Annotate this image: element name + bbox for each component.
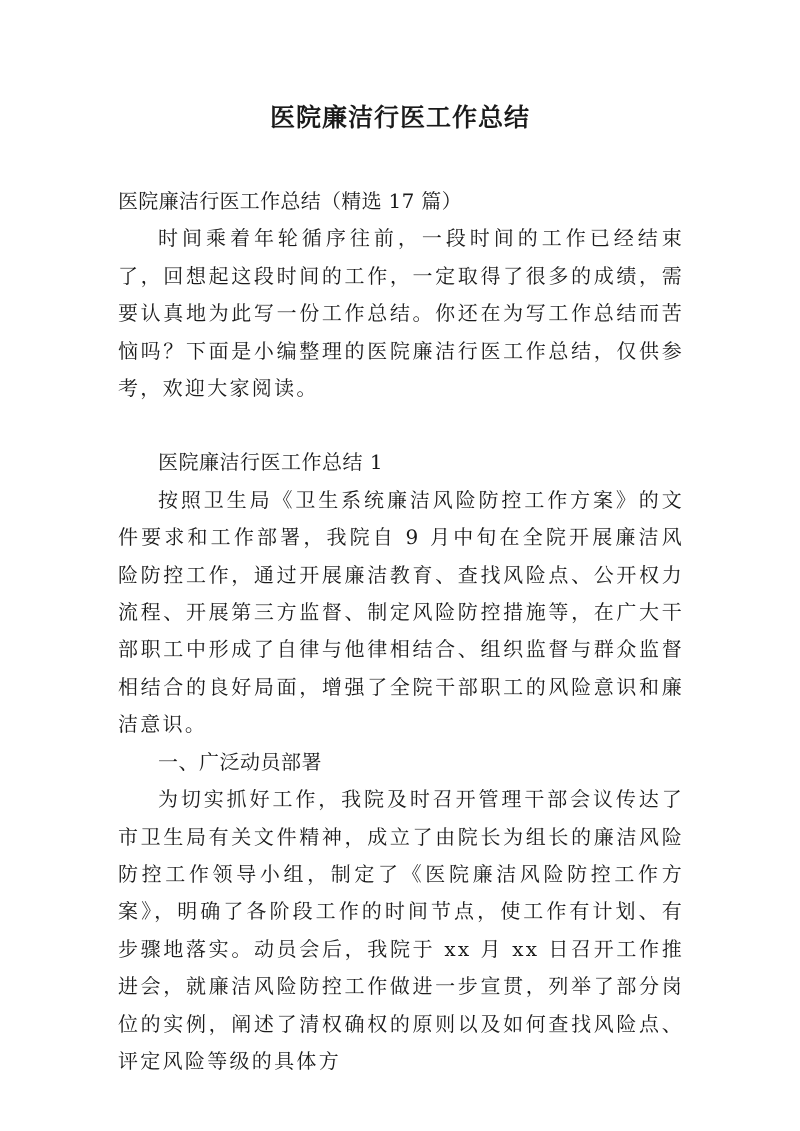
intro-paragraph: 时间乘着年轮循序往前，一段时间的工作已经结束了，回想起这段时间的工作，一定取得了很多的成绩，需要认真地为此写一份工作总结。你还在为写工作总结而苦恼吗？下面是小编整理的医院廉洁行医工作总结，仅供参考，欢迎大家阅读。 (118, 226, 684, 401)
paragraph-spacer (118, 407, 684, 444)
document-body (118, 183, 684, 1080)
section-paragraph-1: 按照卫生局《卫生系统廉洁风险防控工作方案》的文件要求和工作部署，我院自 9 月中旬在全院开展廉洁风险防控工作，通过开展廉洁教育、查找风险点、公开权力流程、开展第三方监督、制定风险防控措施等，在广大干部职工中形成了自律与他律相结合、组织监督与群众监督相结合的良好局面，增强了全院干部职工的风险意识和廉洁意识。 (118, 487, 684, 737)
document-subtitle: 医院廉洁行医工作总结（精选 17 篇） (118, 189, 462, 213)
subheading-1: 一、广泛动员部署 (158, 749, 322, 774)
section-paragraph-2: 为切实抓好工作，我院及时召开管理干部会议传达了市卫生局有关文件精神，成立了由院长为组长的廉洁风险防控工作领导小组，制定了《医院廉洁风险防控工作方案》，明确了各阶段工作的时间节点，使工作有计划、有步骤地落实。动员会后，我院于 xx 月 xx 日召开工作推进会，就廉洁风险防控工作做进一步宣贯，列举了部分岗位的实例，阐述了清权确权的原则以及如何查找风险点、评定风险等级的具体方 (118, 787, 684, 1073)
section-heading: 医院廉洁行医工作总结 1 (158, 450, 384, 475)
document-title: 医院廉洁行医工作总结 (269, 103, 530, 132)
